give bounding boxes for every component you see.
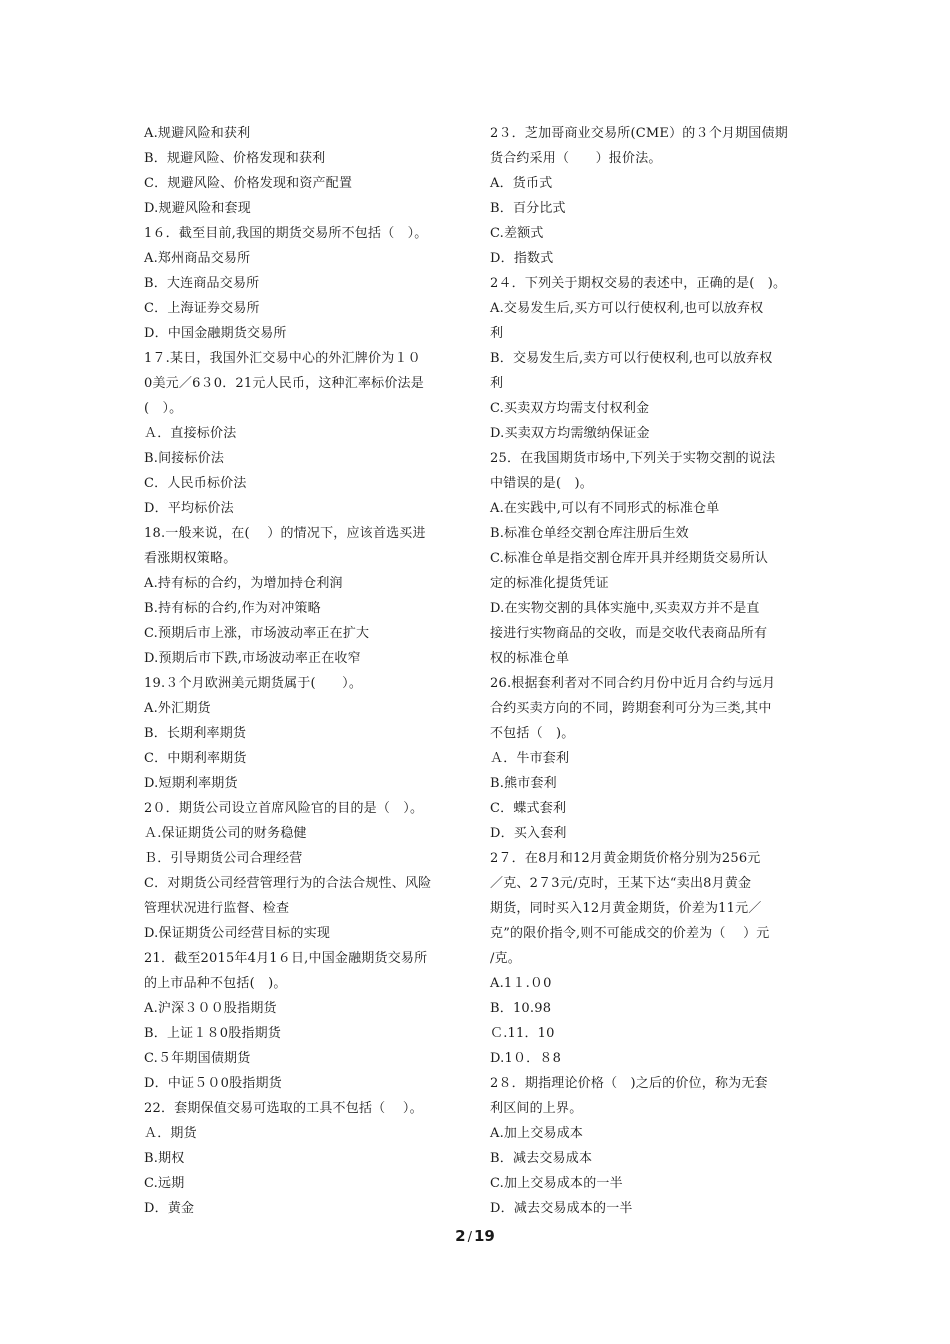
text-line: 看涨期权策略。 bbox=[144, 551, 237, 566]
text-line: B．规避风险、价格发现和获利 bbox=[144, 151, 326, 166]
text-line: A.持有标的合约，为增加持仓利润 bbox=[144, 576, 343, 591]
text-line: 接进行实物商品的交收，而是交收代表商品所有 bbox=[490, 626, 768, 641]
page-number bbox=[0, 1224, 950, 1250]
text-line: Ｃ.11．10 bbox=[490, 1026, 555, 1041]
text-line: D．减去交易成本的一半 bbox=[490, 1201, 633, 1216]
text-line: 18.一般来说，在( ）的情况下，应该首选买进 bbox=[144, 526, 426, 541]
text-line: 利区间的上界。 bbox=[490, 1101, 583, 1116]
text-line: A.郑州商品交易所 bbox=[144, 251, 251, 266]
text-line: C.预期后市上涨，市场波动率正在扩大 bbox=[144, 626, 370, 641]
text-line: 定的标准化提货凭证 bbox=[490, 576, 609, 591]
text-line: B.标准仓单经交割仓库注册后生效 bbox=[490, 526, 689, 541]
text-line: 期货，同时买入12月黄金期货，价差为11元／ bbox=[490, 901, 762, 916]
text-line: C.５年期国债期货 bbox=[144, 1051, 251, 1066]
text-line: D．平均标价法 bbox=[144, 501, 234, 516]
text-line: ( ）。 bbox=[144, 401, 183, 416]
text-line: D．指数式 bbox=[490, 251, 554, 266]
text-line: B.期权 bbox=[144, 1151, 185, 1166]
text-line: B．长期利率期货 bbox=[144, 726, 247, 741]
text-line: 货合约采用（ ）报价法。 bbox=[490, 151, 662, 166]
text-line: D．买入套利 bbox=[490, 826, 567, 841]
left-column bbox=[144, 121, 464, 1221]
text-line: D．中国金融期货交易所 bbox=[144, 326, 287, 341]
text-line: D．黄金 bbox=[144, 1201, 195, 1216]
text-line: B.持有标的合约,作为对冲策略 bbox=[144, 601, 321, 616]
text-line: 权的标准仓单 bbox=[490, 651, 570, 666]
text-line: Ａ．直接标价法 bbox=[144, 426, 237, 441]
text-line: B．10.98 bbox=[490, 1001, 552, 1016]
text-line: B．百分比式 bbox=[490, 201, 566, 216]
text-line: 0美元／6３0．21元人民币，这种汇率标价法是 bbox=[144, 376, 424, 391]
text-line: 2４．下列关于期权交易的表述中，正确的是( )。 bbox=[490, 276, 787, 291]
text-line: C.加上交易成本的一半 bbox=[490, 1176, 623, 1191]
text-line: D．中证５０0股指期货 bbox=[144, 1076, 282, 1091]
text-line: Ａ．期货 bbox=[144, 1126, 197, 1141]
page-separator: / bbox=[467, 1230, 472, 1245]
text-line: C．蝶式套利 bbox=[490, 801, 567, 816]
text-line: Ａ.保证期货公司的财务稳健 bbox=[144, 826, 307, 841]
text-line: C.买卖双方均需支付权利金 bbox=[490, 401, 650, 416]
right-column bbox=[490, 121, 812, 1221]
current-page: 2 bbox=[455, 1227, 466, 1245]
text-line: A.规避风险和获利 bbox=[144, 126, 251, 141]
text-line: 2７．在8月和12月黄金期货价格分别为256元 bbox=[490, 851, 761, 866]
text-line: A.沪深３００股指期货 bbox=[144, 1001, 277, 1016]
text-line: /克。 bbox=[490, 951, 521, 966]
text-line: ／克、2７3元/克时，王某下达“卖出8月黄金 bbox=[490, 876, 752, 891]
text-line: 2３．芝加哥商业交易所(CME）的３个月期国债期 bbox=[490, 126, 788, 141]
text-line: C．上海证券交易所 bbox=[144, 301, 260, 316]
text-line: C.远期 bbox=[144, 1176, 185, 1191]
total-pages: 19 bbox=[473, 1227, 495, 1245]
text-line: A．货币式 bbox=[490, 176, 553, 191]
text-line: 不包括（ )。 bbox=[490, 726, 575, 741]
text-line: 26.根据套利者对不同合约月份中近月合约与远月 bbox=[490, 676, 776, 691]
text-line: 的上市品种不包括( )。 bbox=[144, 976, 287, 991]
text-line: C.标准仓单是指交割仓库开具并经期货交易所认 bbox=[490, 551, 769, 566]
text-line: 22．套期保值交易可选取的工具不包括（ ）。 bbox=[144, 1101, 423, 1116]
text-line: C．规避风险、价格发现和资产配置 bbox=[144, 176, 353, 191]
text-line: A.在实践中,可以有不同形式的标准仓单 bbox=[490, 501, 720, 516]
text-line: A.1１.０0 bbox=[490, 976, 552, 991]
text-line: B.熊市套利 bbox=[490, 776, 557, 791]
text-line: B．交易发生后,卖方可以行使权利,也可以放弃权 bbox=[490, 351, 773, 366]
text-line: B．上证１８0股指期货 bbox=[144, 1026, 282, 1041]
text-line: D.在实物交割的具体实施中,买卖双方并不是直 bbox=[490, 601, 760, 616]
text-line: 2８．期指理论价格（ )之后的价位，称为无套 bbox=[490, 1076, 768, 1091]
text-line: Ｂ．引导期货公司合理经营 bbox=[144, 851, 303, 866]
text-line: 利 bbox=[490, 326, 504, 341]
text-line: D.短期利率期货 bbox=[144, 776, 238, 791]
text-line: 1７.某日，我国外汇交易中心的外汇牌价为１０ bbox=[144, 351, 421, 366]
text-line: C．对期货公司经营管理行为的合法合规性、风险 bbox=[144, 876, 432, 891]
text-line: A.交易发生后,买方可以行使权利,也可以放弃权 bbox=[490, 301, 764, 316]
text-line: A.加上交易成本 bbox=[490, 1126, 584, 1141]
text-line: 1６．截至目前,我国的期货交易所不包括（ ）。 bbox=[144, 226, 428, 241]
text-line: 25．在我国期货市场中,下列关于实物交割的说法 bbox=[490, 451, 776, 466]
text-line: 中错误的是( )。 bbox=[490, 476, 593, 491]
text-line: 21．截至2015年4月1６日,中国金融期货交易所 bbox=[144, 951, 428, 966]
text-line: B．大连商品交易所 bbox=[144, 276, 260, 291]
text-line: B．减去交易成本 bbox=[490, 1151, 593, 1166]
text-line: C．人民币标价法 bbox=[144, 476, 247, 491]
text-line: D.规避风险和套现 bbox=[144, 201, 251, 216]
text-line: 2０．期货公司设立首席风险官的目的是（ ）。 bbox=[144, 801, 424, 816]
text-line: D.保证期货公司经营目标的实现 bbox=[144, 926, 331, 941]
text-line: C.差额式 bbox=[490, 226, 544, 241]
text-line: D.买卖双方均需缴纳保证金 bbox=[490, 426, 650, 441]
text-line: 克”的限价指令,则不可能成交的价差为（ ）元 bbox=[490, 926, 770, 941]
text-line: D.1０．８8 bbox=[490, 1051, 562, 1066]
text-line: 利 bbox=[490, 376, 504, 391]
text-line: 合约买卖方向的不同，跨期套利可分为三类,其中 bbox=[490, 701, 772, 716]
text-line: B.间接标价法 bbox=[144, 451, 225, 466]
text-line: Ａ．牛市套利 bbox=[490, 751, 570, 766]
text-line: A.外汇期货 bbox=[144, 701, 211, 716]
text-line: 管理状况进行监督、检查 bbox=[144, 901, 290, 916]
text-line: C．中期利率期货 bbox=[144, 751, 247, 766]
text-line: D.预期后市下跌,市场波动率正在收窄 bbox=[144, 651, 361, 666]
text-line: 19.３个月欧洲美元期货属于( ）。 bbox=[144, 676, 363, 691]
